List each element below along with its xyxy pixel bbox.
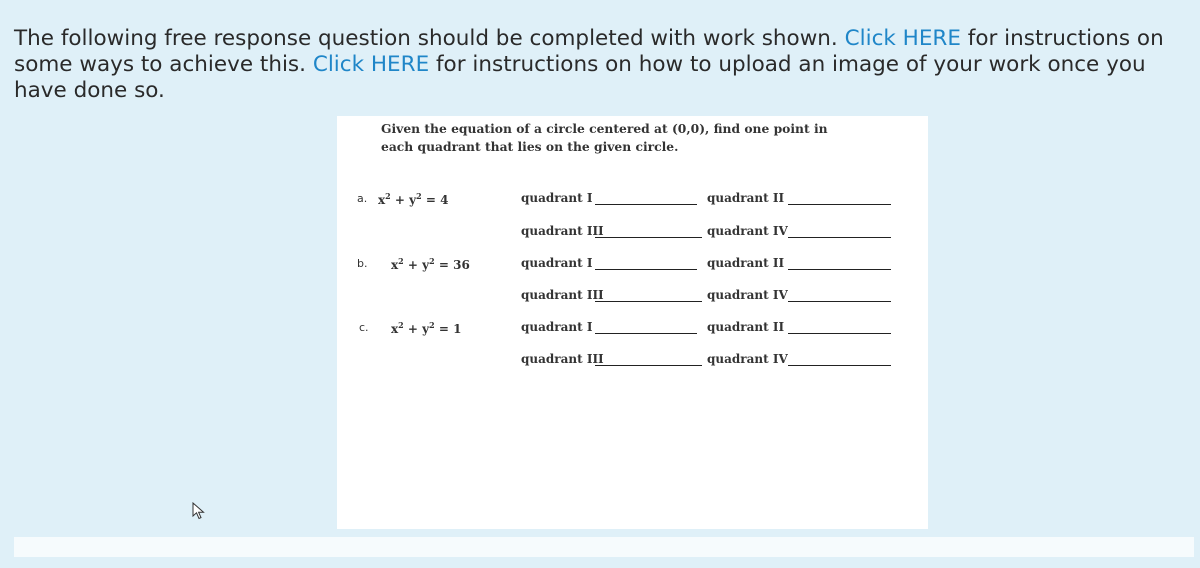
instructions-text-part-1: The following free response question should be completed with work shown.	[14, 26, 845, 51]
item-a-row-1	[337, 191, 928, 209]
quadrant-label: quadrant IV	[707, 288, 788, 302]
quadrant-label: quadrant II	[707, 320, 785, 334]
answer-blank	[595, 237, 702, 238]
quadrant-label: quadrant III	[521, 352, 604, 366]
item-c-row-1	[337, 320, 928, 338]
quadrant-label: quadrant IV	[707, 224, 788, 238]
item-c-row-2	[337, 352, 928, 370]
answer-blank	[788, 237, 891, 238]
equation: $x^2 + y^2 = 1$	[391, 320, 462, 336]
answer-blank	[595, 301, 702, 302]
question-image	[337, 116, 928, 529]
quadrant-label: quadrant IV	[707, 352, 788, 366]
answer-blank	[788, 301, 891, 302]
answer-blank	[788, 269, 891, 270]
instructions-text	[14, 26, 1194, 104]
quadrant-label: quadrant III	[521, 224, 604, 238]
answer-blank	[788, 333, 891, 334]
mouse-pointer-icon	[192, 502, 206, 520]
item-label: a.	[357, 192, 368, 205]
item-b-row-1	[337, 256, 928, 274]
equation-rhs: 1	[453, 322, 462, 336]
item-b-row-2	[337, 288, 928, 306]
item-label: b.	[357, 257, 368, 270]
quadrant-label: quadrant I	[521, 191, 593, 205]
item-label: c.	[359, 321, 369, 334]
answer-input-bar[interactable]	[14, 537, 1194, 557]
answer-blank	[788, 204, 891, 205]
quadrant-label: quadrant III	[521, 288, 604, 302]
answer-blank	[595, 365, 702, 366]
instructions-text-part-2: for instructions on some ways to achieve this.	[14, 26, 1164, 77]
instructions-link-upload[interactable]: Click HERE	[312, 52, 430, 77]
prompt-line-2: each quadrant that lies on the given circle.	[381, 139, 679, 154]
answer-blank	[595, 333, 697, 334]
quadrant-label: quadrant II	[707, 191, 785, 205]
equation-rhs: 4	[440, 193, 449, 207]
question-prompt	[381, 120, 828, 156]
quadrant-label: quadrant I	[521, 256, 593, 270]
equation: $x^2 + y^2 = 4$	[378, 191, 449, 207]
prompt-line-1: Given the equation of a circle centered at (0,0), find one point in	[381, 121, 828, 136]
equation: $x^2 + y^2 = 36$	[391, 256, 470, 272]
quadrant-label: quadrant I	[521, 320, 593, 334]
equation-rhs: 36	[453, 258, 470, 272]
instructions-text-part-3: for instructions on how to upload an image of your work once you have done so.	[14, 52, 1146, 103]
instructions-link-work-shown[interactable]: Click HERE	[844, 26, 961, 51]
answer-blank	[788, 365, 891, 366]
item-a-row-2	[337, 224, 928, 242]
answer-blank	[595, 269, 697, 270]
answer-blank	[595, 204, 697, 205]
quadrant-label: quadrant II	[707, 256, 785, 270]
